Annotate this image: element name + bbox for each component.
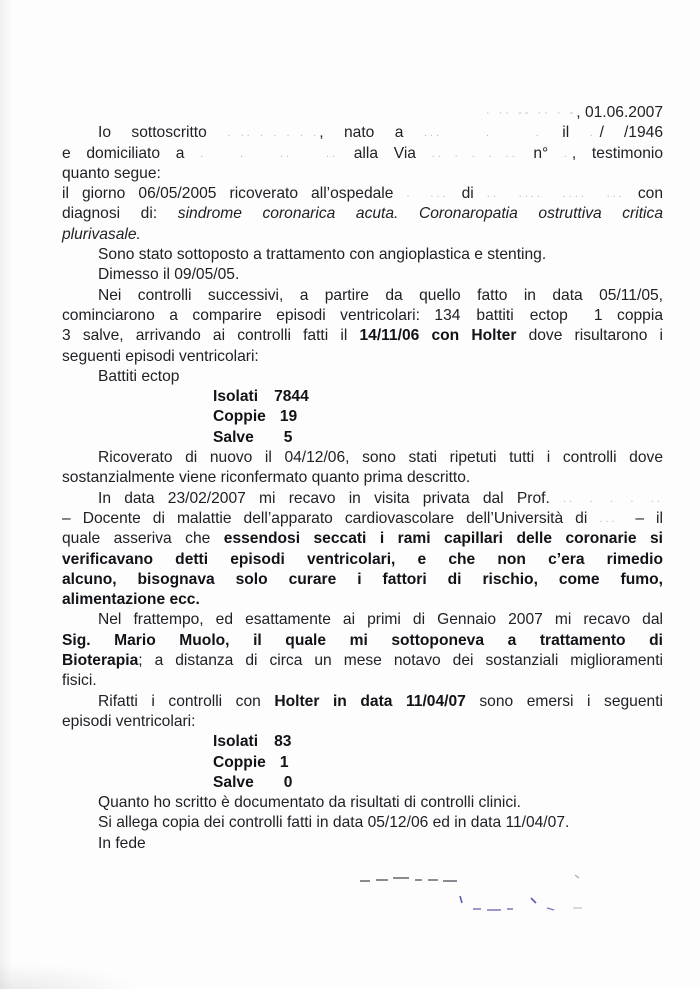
text-segment: In data 23/02/2007 mi recavo in visita privata dal Prof. [98,489,563,507]
line-sono-stato [62,245,663,265]
text-segment: quale asseriva che [62,530,224,548]
text-segment: Holter in data 11/04/07 [274,692,466,710]
text-segment: Coppie [213,408,266,426]
redacted-gap [266,756,280,770]
text-segment: , 01.06.2007 [576,104,663,121]
line-giorno-ricovero [62,184,663,204]
holter1-salve [62,428,663,448]
text-segment: con [624,185,663,203]
text-segment: alimentazione ecc. [62,591,200,609]
text-segment: di [448,185,487,203]
line-dimesso [62,265,663,285]
line-episodi [62,712,663,732]
text-segment: essendosi seccati i rami capillari delle coronarie si [223,530,663,548]
text-segment: /1946 [623,124,663,142]
text-segment: 5 [283,428,293,446]
redacted-gap: . .. . . . . . [227,127,320,140]
document-text [62,103,663,854]
text-segment: – il [623,509,663,527]
line-nei-controlli [62,286,663,306]
redacted-gap [266,410,280,424]
text-segment: In fede [98,834,146,852]
text-segment: quanto segue: [62,164,161,182]
text-segment: 19 [279,408,298,426]
redacted-gap: . . .. .. [200,147,339,160]
text-segment: Salve [213,428,254,446]
redacted-gap [254,776,284,790]
line-quanto-segue [62,164,663,184]
redacted-gap: . ... [406,188,449,201]
text-segment: Nei controlli successivi, a partire da quello fatto in data 05/11/05, [98,286,663,304]
text-segment: ectop [529,306,568,324]
line-plurivasale [62,225,663,245]
line-seguenti [62,347,663,367]
text-segment: , testimonio [571,144,664,162]
redacted-gap [514,309,530,323]
redacted-gap [460,309,476,323]
holter1-isolati [62,387,663,407]
text-segment: 3 salve, arrivando ai controlli fatti il [62,327,360,345]
holter2-coppie [62,753,663,773]
text-segment: sostanzialmente viene riconfermato quanto prima descritto. [62,469,471,487]
text-segment: Io sottoscritto [98,124,228,142]
redacted-gap: ... . . [423,127,542,140]
holter2-salve [62,773,663,793]
text-segment: Rifatti i controlli con [98,692,275,710]
text-segment: 14/11/06 con Holter [359,327,517,345]
text-segment: e domiciliato a [62,144,201,162]
text-segment: Nel frattempo, ed esattamente ai primi di Gennaio 2007 mi recavo dal [98,611,663,629]
text-segment: alcuno, bisognava solo curare i fattori di rischio, come fumo, [62,570,663,588]
line-quanto-ho-scritto [62,793,663,813]
line-quale-asseriva [62,529,663,549]
text-segment: episodi ventricolari: [62,712,196,730]
line-sig-mario-muolo [62,631,663,651]
text-segment: Coppie [213,753,266,771]
line-domiciliato [62,144,663,164]
text-segment: Dimesso il 09/05/05. [98,266,240,284]
redacted-gap: · ·· ‐‐ ·· · ‐ [486,107,577,119]
line-fisici [62,671,663,691]
redacted-gap [604,126,624,140]
redacted-gap [258,735,274,749]
line-docente [62,509,663,529]
text-segment: fisici. [62,672,97,690]
holter1-coppie [62,407,663,427]
line-sostanzialmente [62,468,663,488]
text-segment: seguenti episodi ventricolari: [62,347,259,365]
line-3-salve [62,326,663,346]
redacted-gap [568,309,594,323]
text-segment: Battiti ectop [98,367,180,385]
redacted-gap: .. .... .... ... [486,188,625,201]
text-segment: Isolati [213,733,259,751]
signature-erased [335,862,590,920]
redacted-gap: . [589,127,596,140]
text-segment: plurivasale. [62,225,141,243]
line-si-allega [62,813,663,833]
text-segment: Salve [213,773,254,791]
holter2-isolati [62,732,663,752]
text-segment: 83 [274,733,292,751]
text-segment: Sig. Mario Muolo, il quale mi sottoponeva a trattamento di [62,631,663,649]
text-segment: battiti [476,306,514,324]
line-nel-frattempo [62,610,663,630]
line-cominciarono [62,306,663,326]
text-segment: Quanto ho scritto è documentato da risultati di controlli clinici. [98,794,521,812]
text-segment: il [541,124,590,142]
redacted-gap: ... [599,512,618,525]
text-segment: verificavano detti episodi ventricolari, e che non c’era rimedio [62,550,663,568]
text-segment: Sono stato sottoposto a trattamento con angioplastica e stenting. [98,246,547,264]
text-segment: ; a distanza di circa un mese notavo dei sostanziali miglioramenti [138,652,663,670]
text-segment: sono emersi i seguenti [465,692,664,710]
text-segment: Ricoverato di nuovo il 04/12/06, sono stati ripetuti tutti i controlli dove [98,449,663,467]
text-segment: n° [517,144,564,162]
date-line [62,103,663,123]
line-in-data [62,489,663,509]
line-bioterapia [62,651,663,671]
line-alcuno [62,570,663,590]
line-verificavano [62,550,663,570]
line-rifatti [62,692,663,712]
text-segment: – Docente di malattie dell’apparato cardiovascolare dell’Università di [62,509,600,527]
text-segment: dove risultarono i [516,327,663,345]
redacted-gap: .. . . . .. [563,492,663,505]
text-segment: diagnosi di: [62,205,178,223]
line-alimentazione [62,590,663,610]
text-segment: Isolati [213,388,259,406]
redacted-gap [258,390,274,404]
text-segment: 7844 [274,388,309,406]
text-segment: sindrome coronarica acuta. Coronaropatia ostruttiva critica [177,205,663,223]
text-segment: cominciarono a comparire episodi ventricolari: 134 [62,306,461,324]
text-segment: alla Via [338,144,432,162]
text-segment: 1 [279,753,289,771]
text-segment: 1 coppia [593,306,663,324]
line-ricoverato [62,448,663,468]
text-segment: 0 [283,773,293,791]
text-segment: , nato a [319,124,424,142]
redacted-gap [254,431,284,445]
text-segment: / [599,124,604,142]
text-segment: Bioterapia [62,652,139,670]
line-diagnosi [62,204,663,224]
line-battiti-ectop [62,367,663,387]
redacted-gap: . [563,147,570,160]
line-io-sottoscritto [62,123,663,143]
text-segment: il giorno 06/05/2005 ricoverato all’ospedale [62,185,407,203]
text-segment: Si allega copia dei controlli fatti in data 05/12/06 ed in data 11/04/07. [98,814,570,832]
redacted-gap: .. . . . .. [431,147,518,160]
line-in-fede [62,834,663,854]
